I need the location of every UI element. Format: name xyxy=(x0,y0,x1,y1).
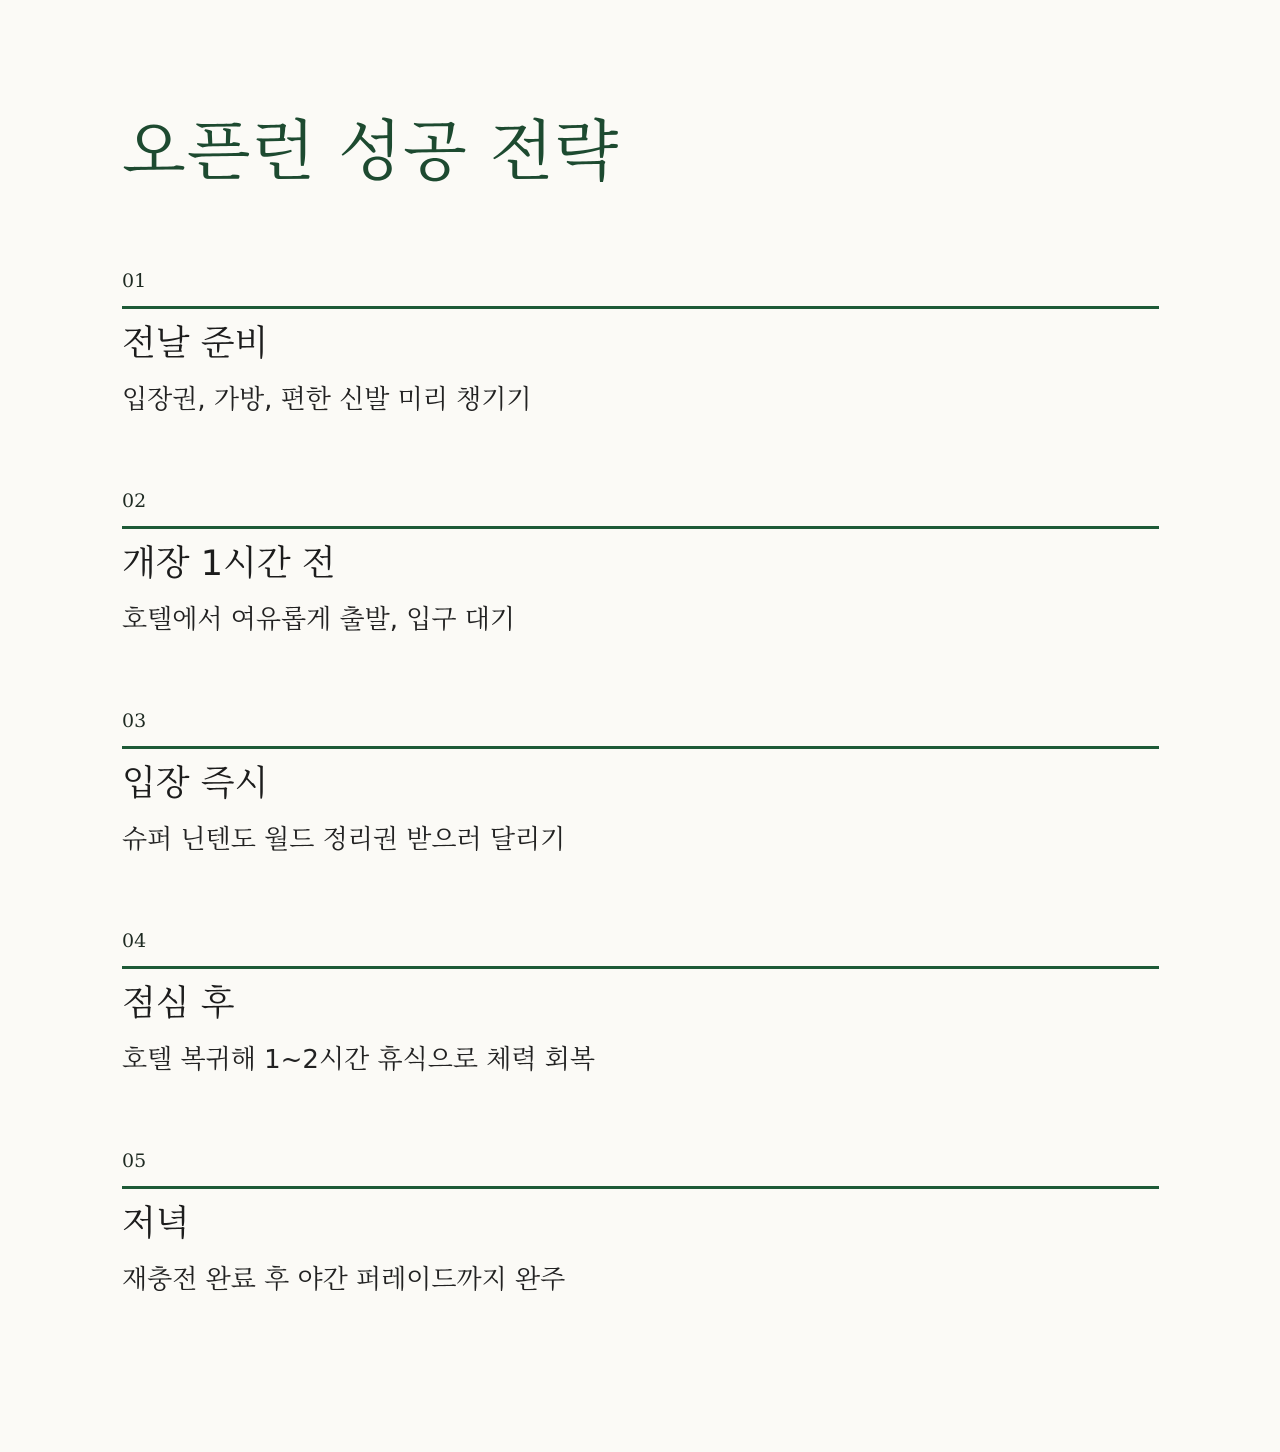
step-item xyxy=(122,932,1159,1076)
step-number: 04 xyxy=(122,930,147,952)
step-number: 05 xyxy=(122,1150,147,1172)
step-title: 저녁 xyxy=(122,1204,190,1244)
step-description: 슈퍼 닌텐도 월드 정리권 받으러 달리기 xyxy=(122,825,566,855)
step-number: 03 xyxy=(122,710,147,732)
step-title: 전날 준비 xyxy=(122,324,269,364)
step-number: 02 xyxy=(122,490,147,512)
step-title: 점심 후 xyxy=(122,984,235,1024)
step-divider xyxy=(122,966,1159,969)
step-divider xyxy=(122,746,1159,749)
step-title: 개장 1시간 전 xyxy=(122,544,336,584)
step-description: 입장권, 가방, 편한 신발 미리 챙기기 xyxy=(122,385,532,415)
step-description: 재충전 완료 후 야간 퍼레이드까지 완주 xyxy=(122,1265,566,1295)
step-divider xyxy=(122,306,1159,309)
step-item xyxy=(122,272,1159,416)
step-number: 01 xyxy=(122,270,147,292)
step-description: 호텔 복귀해 1~2시간 휴식으로 체력 회복 xyxy=(122,1045,595,1075)
step-title: 입장 즉시 xyxy=(122,764,269,804)
page-title: 오픈런 성공 전략 xyxy=(122,113,620,190)
step-item xyxy=(122,1152,1159,1296)
step-item xyxy=(122,712,1159,856)
step-item xyxy=(122,492,1159,636)
step-description: 호텔에서 여유롭게 출발, 입구 대기 xyxy=(122,605,515,635)
step-divider xyxy=(122,1186,1159,1189)
step-divider xyxy=(122,526,1159,529)
